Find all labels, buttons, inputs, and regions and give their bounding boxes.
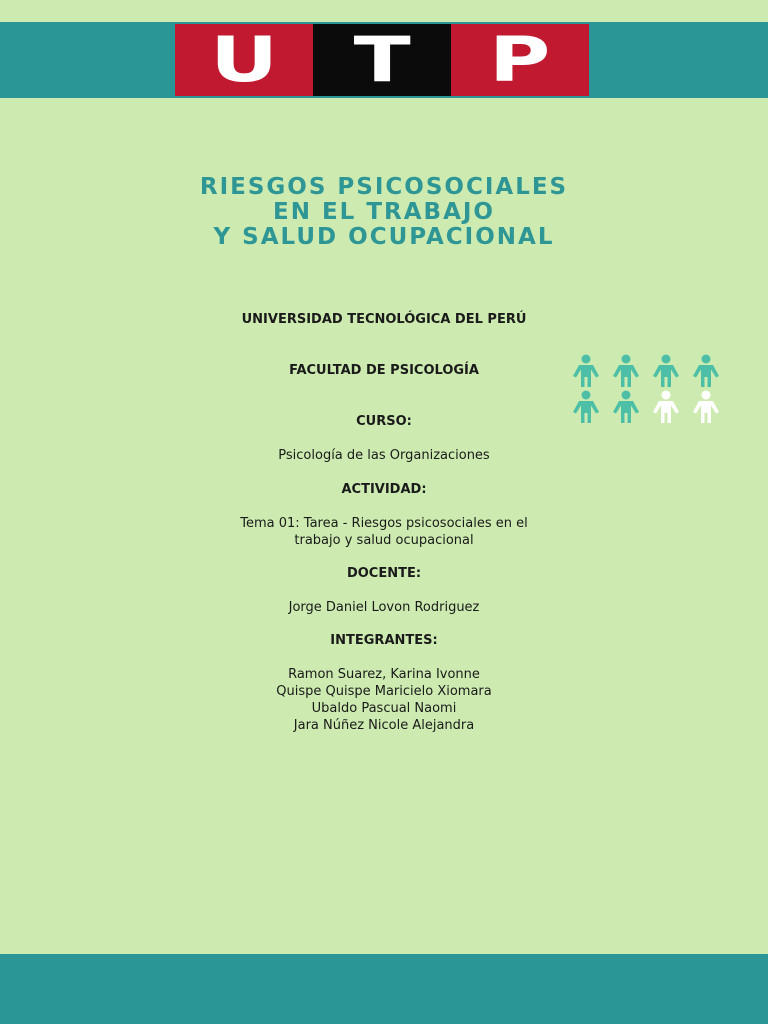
- member-3: Ubaldo Pascual Naomi: [311, 701, 457, 716]
- title-line-3: Y SALUD OCUPACIONAL: [213, 224, 555, 250]
- member-1: Ramon Suarez, Karina Ivonne: [288, 667, 480, 682]
- title-line-1: RIESGOS PSICOSOCIALES: [199, 174, 569, 200]
- bottom-band: [0, 954, 768, 1024]
- course-name: Psicología de las Organizaciones: [278, 448, 490, 463]
- utp-logo: [175, 24, 589, 96]
- people-icon-grid: [570, 354, 730, 426]
- activity-line-2: trabajo y salud ocupacional: [294, 533, 474, 548]
- logo-letter-u: U: [175, 24, 313, 96]
- activity-line-1: Tema 01: Tarea - Riesgos psicosociales en el: [240, 516, 528, 531]
- teacher-name: Jorge Daniel Lovon Rodriguez: [288, 600, 480, 615]
- person-icon: [570, 390, 602, 424]
- person-icon: [690, 354, 722, 388]
- document-title: [0, 175, 768, 250]
- activity-label: ACTIVIDAD:: [341, 482, 427, 497]
- person-icon: [610, 354, 642, 388]
- person-icon: [650, 354, 682, 388]
- person-icon: [610, 390, 642, 424]
- faculty-name: FACULTAD DE PSICOLOGÍA: [289, 363, 479, 378]
- course-label: CURSO:: [356, 414, 412, 429]
- university-name: UNIVERSIDAD TECNOLÓGICA DEL PERÚ: [241, 312, 527, 327]
- members-label: INTEGRANTES:: [330, 633, 438, 648]
- title-line-2: EN EL TRABAJO: [273, 199, 495, 225]
- member-4: Jara Núñez Nicole Alejandra: [293, 718, 475, 733]
- member-2: Quispe Quispe Maricielo Xiomara: [276, 684, 492, 699]
- teacher-label: DOCENTE:: [346, 566, 422, 581]
- logo-letter-p: P: [451, 24, 589, 96]
- person-icon: [650, 390, 682, 424]
- person-icon: [690, 390, 722, 424]
- person-icon: [570, 354, 602, 388]
- logo-letter-t: T: [313, 24, 451, 96]
